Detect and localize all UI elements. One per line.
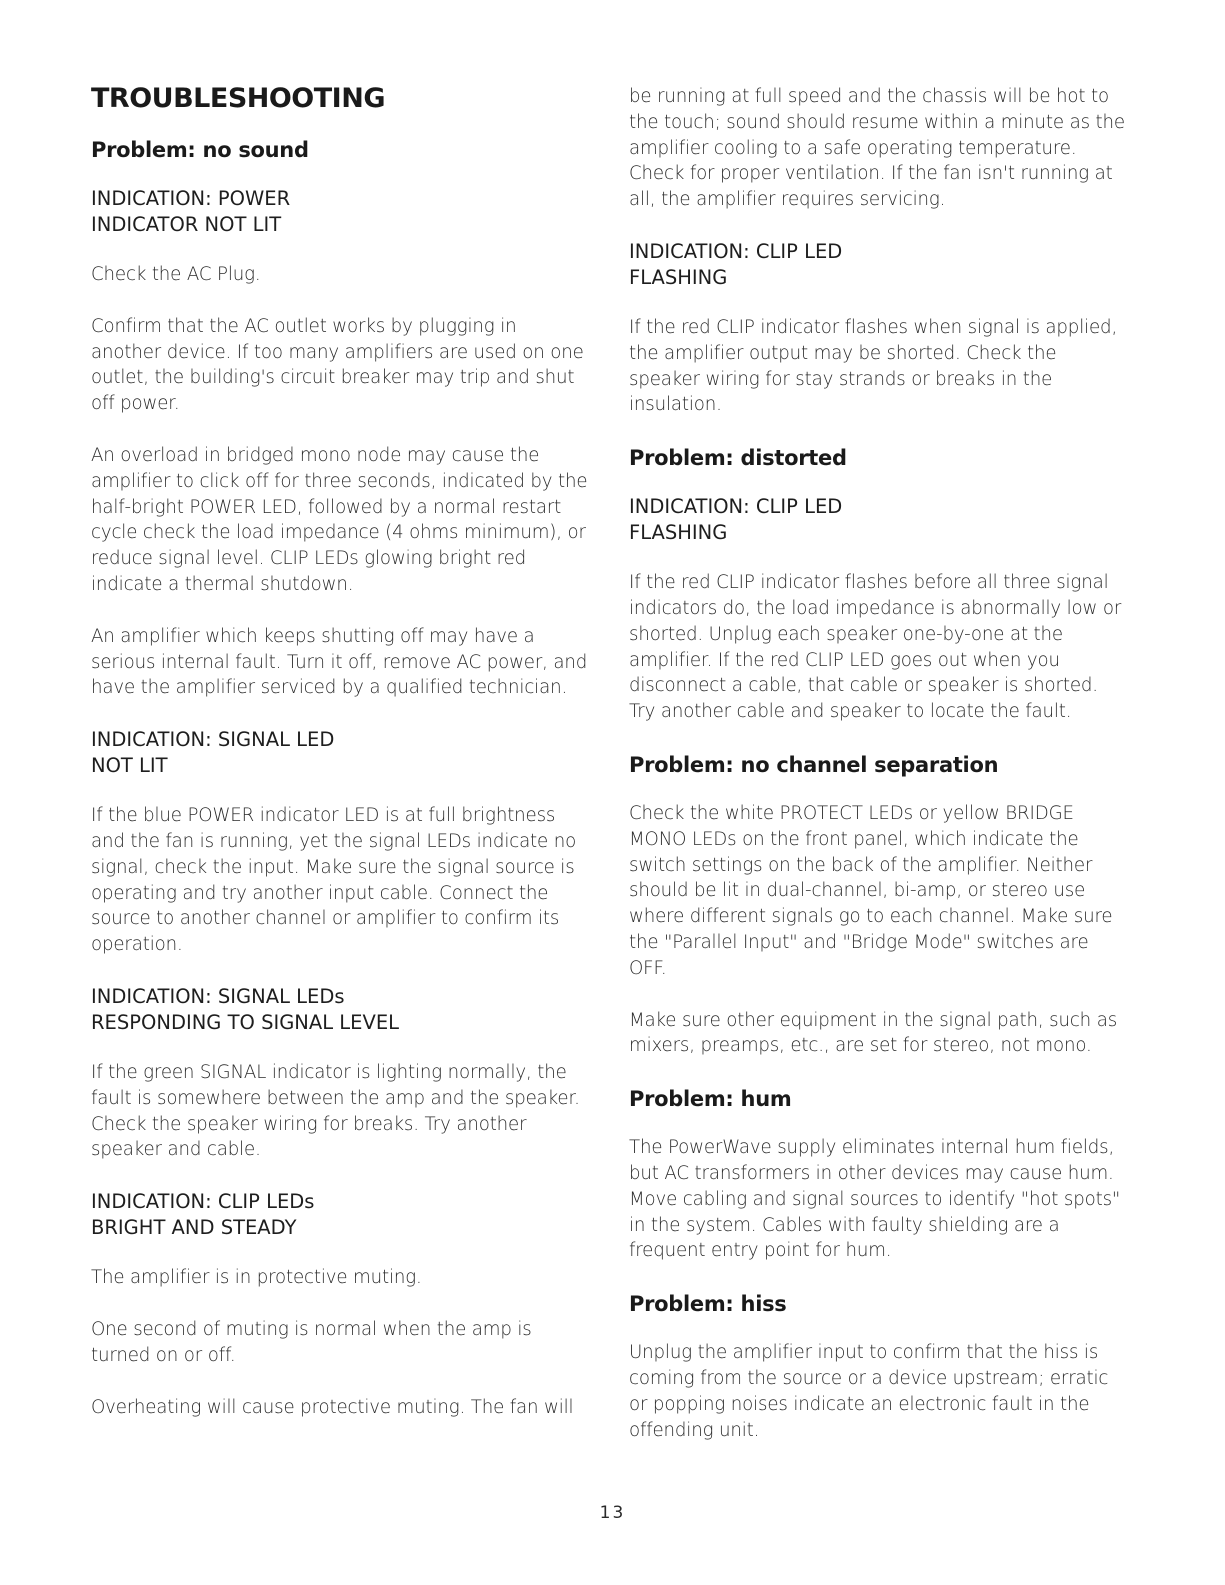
indication-line: INDICATION: CLIP LED bbox=[629, 495, 843, 519]
paragraph-red-clip-applied: If the red CLIP indicator flashes when signal is applied, the amplifier output may be shorted. Check the speaker wiring for stay strands or breaks in the insulation. bbox=[629, 316, 1118, 416]
paragraph-red-clip-before: If the red CLIP indicator flashes before all three signal indicators do, the load impedance is abnormally low or shorted. Unplug each speaker one-by-one at the amplifier. If the red CLIP LED goes out when you disconnect a cable, that cable or speaker is shorted. Try another cable and speaker to locate the fault. bbox=[629, 572, 1122, 723]
indication-line: INDICATOR NOT LIT bbox=[91, 213, 282, 236]
page-title: TROUBLESHOOTING bbox=[91, 83, 385, 114]
indication-line: INDICATION: SIGNAL LEDs bbox=[91, 984, 345, 1008]
right-column bbox=[629, 84, 1129, 1469]
paragraph-other-equipment: Make sure other equipment in the signal path, such as mixers, preamps, etc., are set for stereo, not mono. bbox=[629, 1009, 1118, 1057]
paragraph-protective-muting: The amplifier is in protective muting. bbox=[91, 1267, 422, 1289]
indication-line: INDICATION: CLIP LEDs bbox=[91, 1190, 315, 1214]
indication-line: FLASHING bbox=[629, 521, 728, 545]
problem-heading-hum: Problem: hum bbox=[629, 1087, 792, 1112]
problem-heading-no-sound: Problem: no sound bbox=[91, 138, 309, 162]
indication-line: BRIGHT AND STEADY bbox=[91, 1216, 297, 1240]
paragraph-blue-power: If the blue POWER indicator LED is at full brightness and the fan is running, yet the signal LEDs indicate no signal, check the input. Make sure the signal source is operating and try another input cable. Connect the source to another channel or amplifier to confirm its operation. bbox=[91, 805, 577, 956]
paragraph-check-ac-plug: Check the AC Plug. bbox=[91, 264, 261, 285]
problem-heading-no-channel-separation: Problem: no channel separation bbox=[629, 752, 999, 777]
paragraph-overload: An overload in bridged mono node may cause the amplifier to click off for three seconds, indicated by the half-bright POWER LED, followed by a normal restart cycle check the load impedance (4 ohms minimum), or reduce signal level. CLIP LEDs glowing bright red indicate a thermal shutdown. bbox=[91, 444, 588, 595]
indication-signal-leds-responding bbox=[91, 984, 591, 1036]
indication-clip-led-flashing-2 bbox=[629, 494, 1129, 546]
paragraph-shutting-off: An amplifier which keeps shutting off may have a serious internal fault. Turn it off, remove AC power, and have the amplifier serviced by a qualified technician. bbox=[91, 625, 588, 699]
paragraph-overheating: Overheating will cause protective muting. The fan will bbox=[91, 1396, 574, 1418]
indication-line: RESPONDING TO SIGNAL LEVEL bbox=[91, 1010, 400, 1034]
indication-clip-bright-steady bbox=[91, 1189, 591, 1241]
paragraph-overheating-continued: be running at full speed and the chassis will be hot to the touch; sound should resume within a minute as the amplifier cooling to a safe operating temperature. Check for proper ventilation. If the fan isn't running at all, the amplifier requires servicing. bbox=[629, 86, 1125, 211]
indication-line: NOT LIT bbox=[91, 754, 168, 778]
page-number: 13 bbox=[599, 1503, 626, 1523]
indication-line: INDICATION: SIGNAL LED bbox=[91, 728, 335, 752]
problem-heading-distorted: Problem: distorted bbox=[629, 446, 847, 471]
paragraph-white-protect: Check the white PROTECT LEDs or yellow BRIDGE MONO LEDs on the front panel, which indicate the switch settings on the back of the amplifier. Neither should be lit in dual-channel, bi-amp, or stereo use where different signals go to each channel. Make sure the "Parallel Input" and "Bridge Mode" switches are OFF. bbox=[629, 802, 1113, 979]
indication-line: INDICATION: POWER bbox=[91, 187, 291, 210]
indication-line: FLASHING bbox=[629, 265, 728, 289]
indication-power-not-lit bbox=[91, 186, 591, 238]
paragraph-green-signal: If the green SIGNAL indicator is lighting normally, the fault is somewhere between the amp and the speaker. Check the speaker wiring for breaks. Try another speaker and cable. bbox=[91, 1061, 580, 1161]
paragraph-confirm-outlet: Confirm that the AC outlet works by plugging in another device. If too many amplifiers are used on one outlet, the building's circuit breaker may trip and shut off power. bbox=[91, 315, 584, 415]
paragraph-powerwave: The PowerWave supply eliminates internal hum fields, but AC transformers in other devices may cause hum. Move cabling and signal sources to identify "hot spots" in the system. Cables with faulty shielding are a frequent entry point for hum. bbox=[629, 1137, 1121, 1262]
problem-heading-hiss: Problem: hiss bbox=[629, 1292, 787, 1317]
indication-line: INDICATION: CLIP LED bbox=[629, 239, 843, 263]
paragraph-unplug-input: Unplug the amplifier input to confirm that the hiss is coming from the source or a device upstream; erratic or popping noises indicate an electronic fault in the offending unit. bbox=[629, 1342, 1109, 1441]
indication-clip-led-flashing bbox=[629, 239, 1129, 291]
paragraph-one-second-muting: One second of muting is normal when the amp is turned on or off. bbox=[91, 1318, 532, 1366]
indication-signal-led-not-lit bbox=[91, 727, 591, 779]
left-column bbox=[91, 82, 591, 1446]
